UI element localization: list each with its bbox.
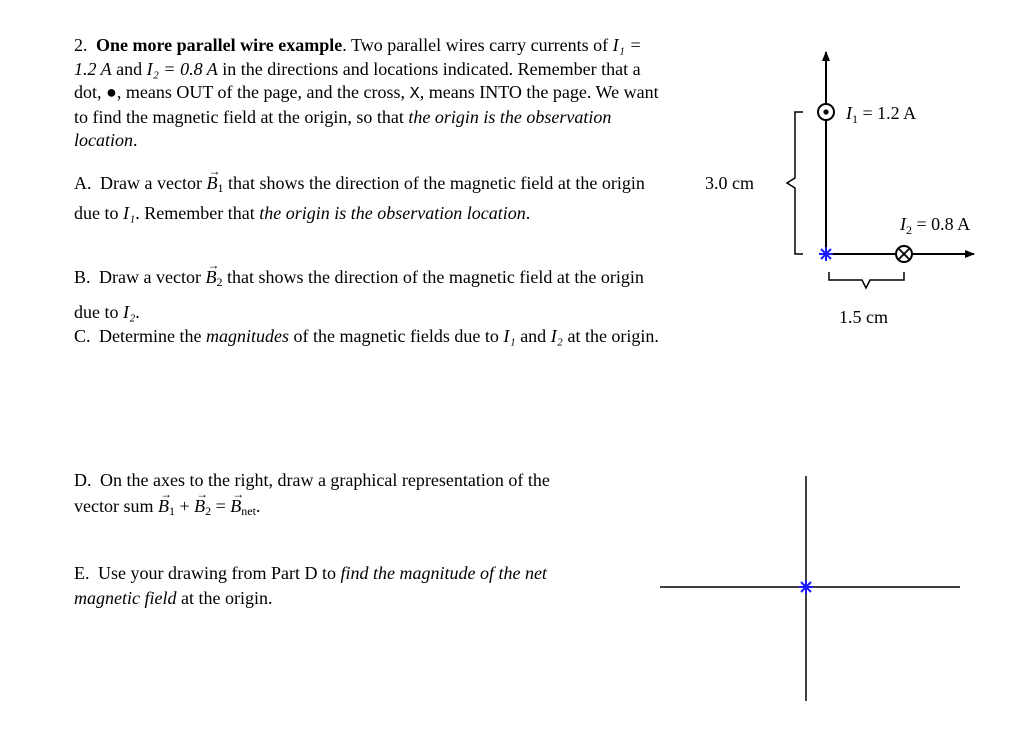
problem-title: One more parallel wire example <box>96 35 343 55</box>
part-d-text: . <box>255 496 261 516</box>
plus-sign: + <box>174 496 195 516</box>
vertical-distance-label: 3.0 cm <box>705 173 754 193</box>
part-e-label: E. <box>74 563 90 583</box>
wire-2-into-page-icon <box>896 246 912 262</box>
vector-b2-subscript: 2 <box>216 275 223 289</box>
part-e-text: Use your drawing from Part D to <box>98 563 341 583</box>
vector-b1-subscript: 1 <box>217 181 224 195</box>
part-e-text: at the origin. <box>176 588 273 608</box>
part-b-text: that shows the direction of the magnetic field at the origin due to <box>74 267 644 322</box>
vector-b2-symbol: → B <box>205 262 216 292</box>
origin-marker-icon <box>819 247 833 261</box>
blank-axes-origin-marker-icon <box>799 580 813 594</box>
current-2-inline: I₂ = 0.8 A <box>146 58 218 79</box>
current-1-inline: I₁ = 1.2 A <box>74 35 642 79</box>
part-a-text: . Remember that <box>135 203 260 223</box>
part-a-text: that shows the direction of the magnetic field at the origin due to <box>74 173 645 223</box>
current-1-label: $I_1 = 1.2$ A <box>846 103 917 126</box>
part-a-text: . <box>525 203 531 223</box>
horizontal-distance-label: 1.5 cm <box>839 307 888 327</box>
part-c-label: C. <box>74 326 91 346</box>
part-d-text: On the axes to the right, draw a graphical representation of the vector sum <box>74 470 550 516</box>
part-c-text: of the magnetic fields due to <box>288 326 504 346</box>
problem-emphasis: the origin is the observation location <box>74 106 612 150</box>
part-c-text: at the origin. <box>562 326 659 346</box>
current-2-ref: I₂ <box>550 326 563 346</box>
part-a-label: A. <box>74 173 92 193</box>
problem-text: and <box>111 58 147 79</box>
vector-bnet-subscript: net <box>241 504 256 518</box>
part-a-emphasis: the origin is the observation location <box>259 203 526 223</box>
part-d-label: D. <box>74 470 92 490</box>
current-2-label: $I_2 = 0.8$ A <box>900 214 971 237</box>
vector-b1-symbol: → B <box>206 171 217 196</box>
vector-b1-subscript: 1 <box>168 504 175 518</box>
part-c-text: and <box>515 326 551 346</box>
current-1-ref: I₁ <box>503 326 516 346</box>
vector-bnet-symbol: → B <box>230 493 241 519</box>
horizontal-distance-brace <box>829 272 904 288</box>
current-2-ref: I₂ <box>123 302 136 322</box>
problem-text: . <box>133 130 138 150</box>
part-b-label: B. <box>74 267 91 287</box>
vector-b2-subscript: 2 <box>205 504 212 518</box>
cross-symbol: X <box>409 84 420 102</box>
part-c-emphasis: magnitudes <box>205 326 289 346</box>
problem-number: 2. <box>74 35 88 55</box>
part-b-text: . <box>135 302 140 322</box>
equals-sign: = <box>211 496 231 516</box>
vertical-distance-brace <box>787 112 803 254</box>
part-a-text: Draw a vector <box>100 173 207 193</box>
vector-b2-symbol: → B <box>194 493 205 519</box>
problem-text: in the directions and locations indicated. Remember that a dot, ●, means OUT of the page, and the cross, <box>74 58 641 102</box>
problem-text: . Two parallel wires carry currents of <box>342 35 613 55</box>
problem-text: , means INTO the page. We want to find the magnetic field at the origin, so that <box>74 82 659 127</box>
wire-1-out-of-page-icon <box>818 104 834 120</box>
vector-b1-symbol: → B <box>158 493 169 519</box>
part-b-text: Draw a vector <box>99 267 206 287</box>
part-e-emphasis: find the magnitude of the net magnetic field <box>74 563 547 608</box>
part-c-text: Determine the <box>99 326 206 346</box>
current-1-ref: I₁ <box>123 203 136 223</box>
